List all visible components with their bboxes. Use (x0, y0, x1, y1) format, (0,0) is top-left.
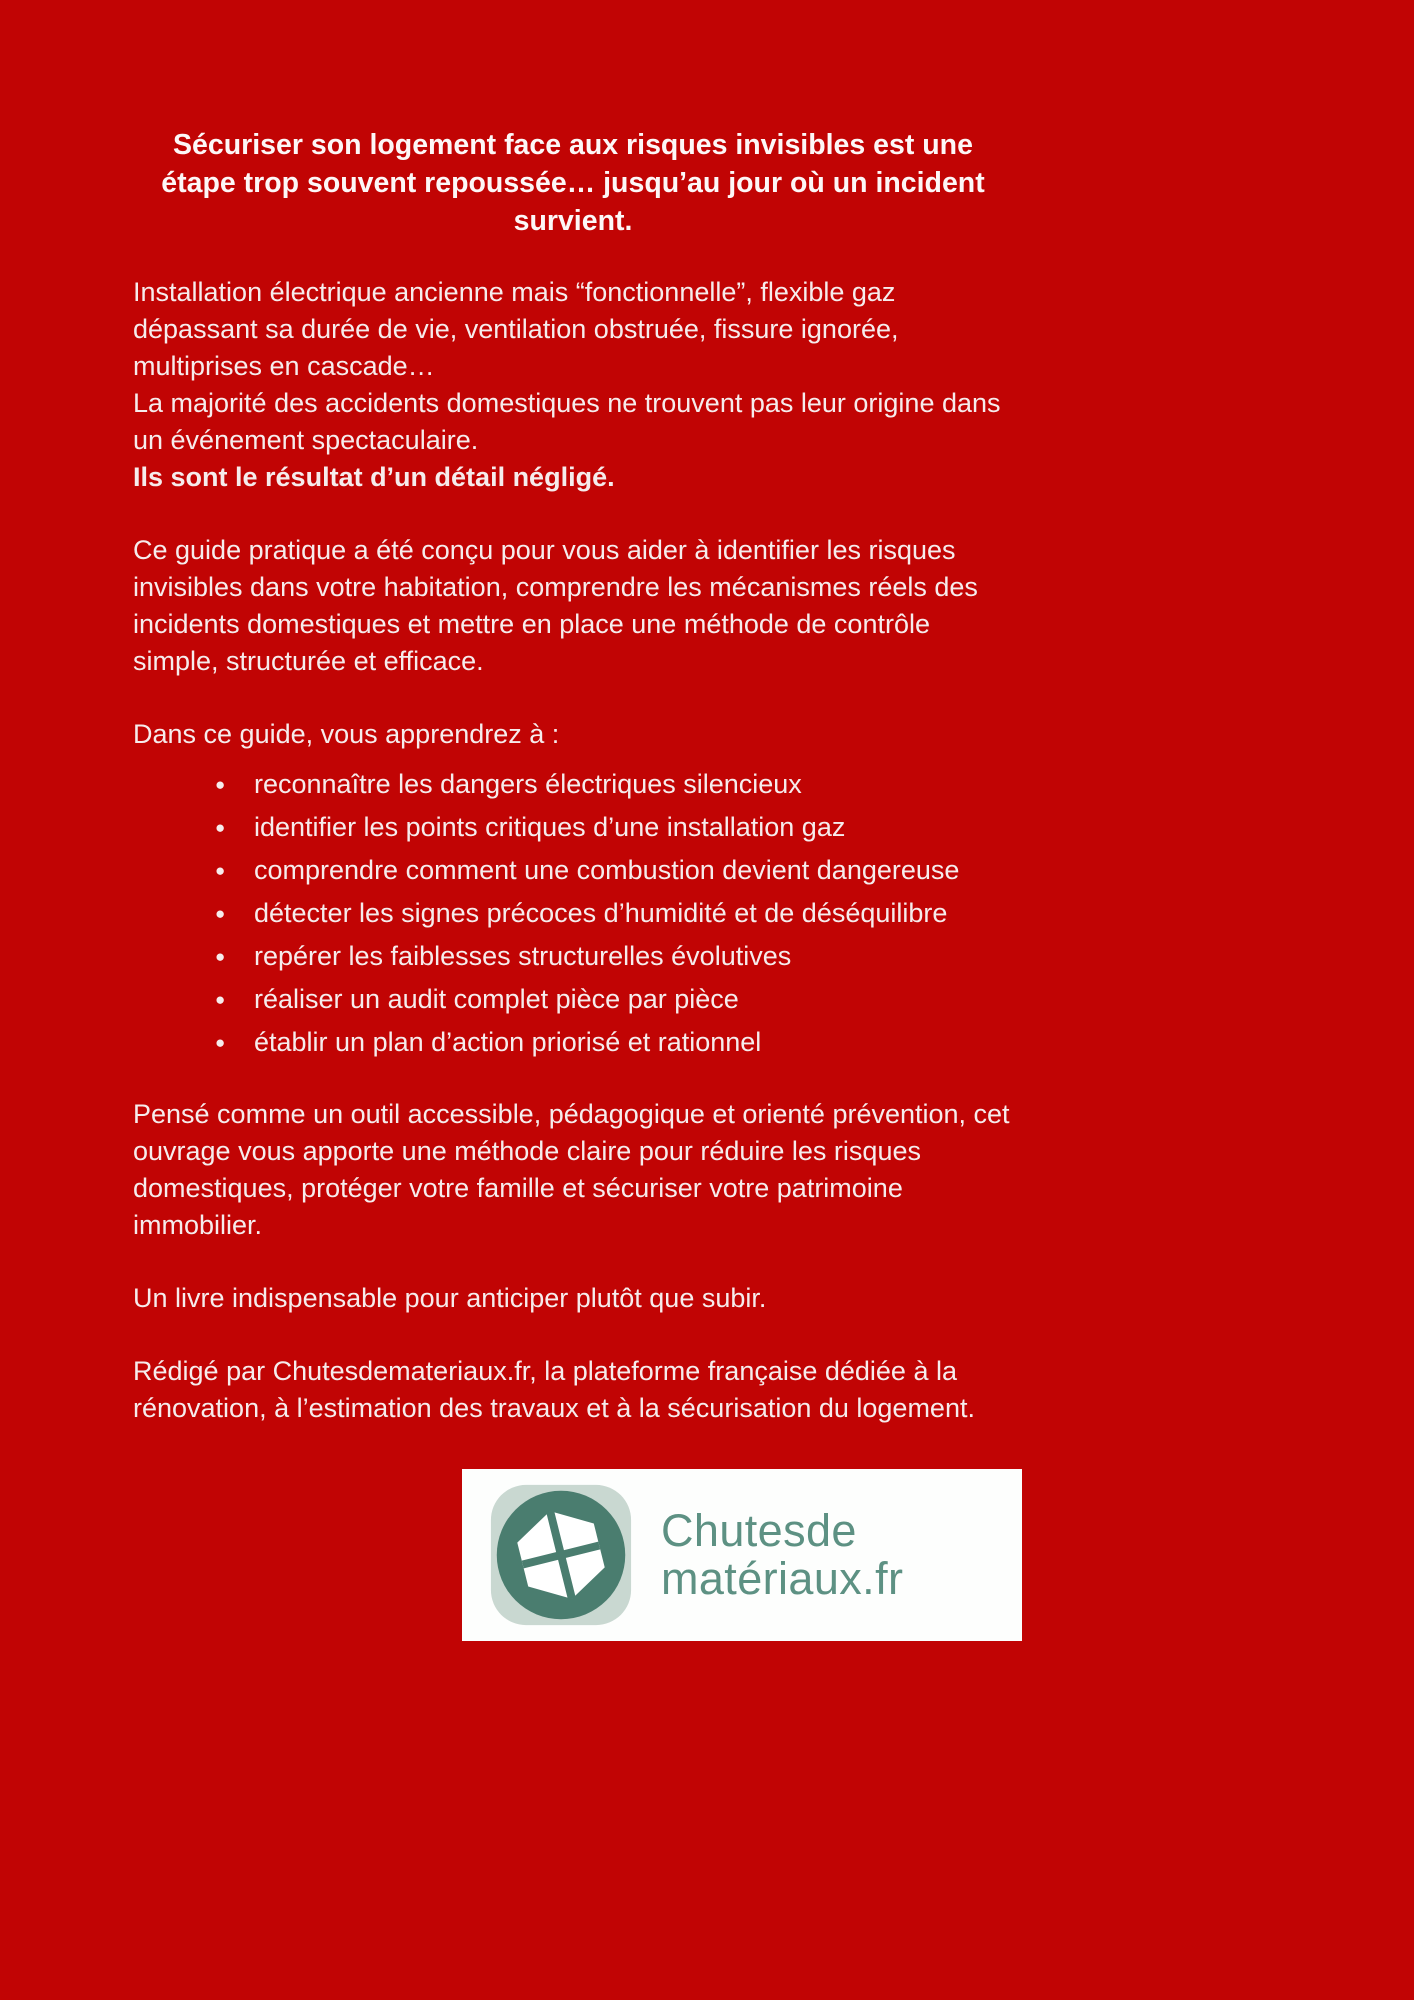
bullet-icon: ● (215, 947, 226, 966)
list-item (133, 1021, 1013, 1064)
publisher-wordmark (661, 1507, 903, 1603)
bullet-icon: ● (215, 990, 226, 1009)
guide-description-paragraph: Ce guide pratique a été conçu pour vous aider à identifier les risques invisibles dans votre habitation, comprendre les mécanismes réels des incidents domestiques et mettre en place une méthode de contrôle simple, structurée et efficace. (133, 535, 978, 676)
intro-segment-majority: La majorité des accidents domestiques ne trouvent pas leur origine dans un événement spectaculaire. (133, 388, 1001, 455)
list-item-label: repérer les faiblesses structurelles évolutives (254, 941, 792, 971)
list-item-label: détecter les signes précoces d’humidité et de déséquilibre (254, 898, 948, 928)
list-item (133, 806, 1013, 849)
list-item (133, 892, 1013, 935)
cube-box-logo-icon (488, 1482, 634, 1628)
wordmark-line1: Chutesde (661, 1505, 857, 1556)
author-paragraph: Rédigé par Chutesdemateriaux.fr, la plateforme française dédiée à la rénovation, à l’estimation des travaux et à la sécurisation du logement. (133, 1356, 975, 1423)
list-item (133, 763, 1013, 806)
tagline-paragraph: Un livre indispensable pour anticiper plutôt que subir. (133, 1283, 767, 1313)
intro-segment-risks: Installation électrique ancienne mais “fonctionnelle”, flexible gaz dépassant sa durée de vie, ventilation obstruée, fissure ignorée, multiprises en cascade… (133, 277, 899, 381)
bullet-icon: ● (215, 775, 226, 794)
learn-list-intro: Dans ce guide, vous apprendrez à : (133, 719, 560, 749)
cover-headline: Sécuriser son logement face aux risques invisibles est une étape trop souvent repoussée… jusqu’au jour où un incident survient. (161, 129, 985, 237)
list-item (133, 978, 1013, 1021)
bullet-icon: ● (215, 1033, 226, 1052)
list-item-label: établir un plan d’action priorisé et rationnel (254, 1027, 762, 1057)
list-item-label: reconnaître les dangers électriques silencieux (254, 769, 802, 799)
bullet-icon: ● (215, 861, 226, 880)
benefits-paragraph: Pensé comme un outil accessible, pédagogique et orienté prévention, cet ouvrage vous apporte une méthode claire pour réduire les risques domestiques, protéger votre famille et sécuriser votre patrimoine immobilier. (133, 1099, 1010, 1240)
publisher-logo-card (462, 1469, 1022, 1641)
learn-list (133, 763, 1013, 1064)
bullet-icon: ● (215, 904, 226, 923)
list-item-label: identifier les points critiques d’une installation gaz (254, 812, 846, 842)
intro-paragraph (133, 274, 1013, 496)
list-item (133, 935, 1013, 978)
bullet-icon: ● (215, 818, 226, 837)
list-item-label: réaliser un audit complet pièce par pièce (254, 984, 739, 1014)
back-cover-text-column (133, 0, 1013, 1427)
list-item (133, 849, 1013, 892)
list-item-label: comprendre comment une combustion devient dangereuse (254, 855, 960, 885)
wordmark-line2: matériaux.fr (661, 1553, 904, 1604)
intro-segment-conclusion-bold: Ils sont le résultat d’un détail négligé. (133, 462, 615, 492)
